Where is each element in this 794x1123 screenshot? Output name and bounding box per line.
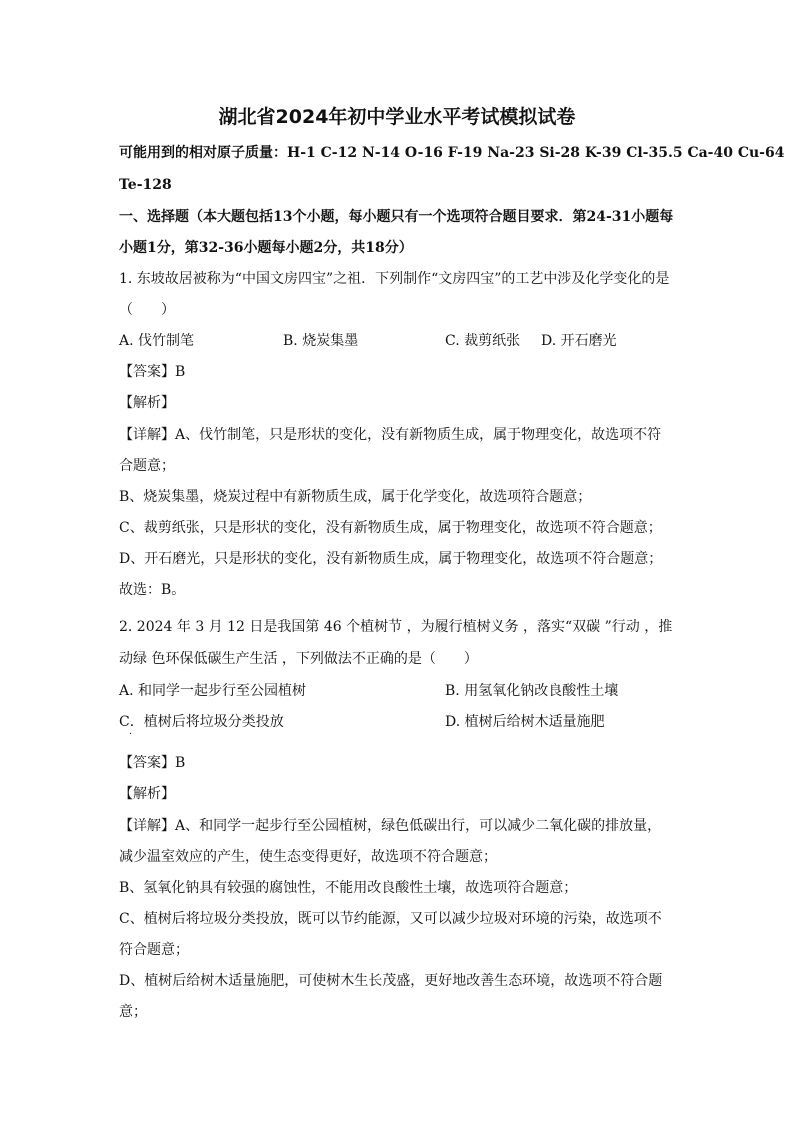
- stray-mark: ·: [129, 729, 133, 740]
- q1-option-c: C. 裁剪纸张: [445, 333, 521, 349]
- q2-detail-line-3: B、氢氧化钠具有较强的腐蚀性，不能用改良酸性土壤，故选项符合题意；: [119, 880, 578, 896]
- q1-option-d: D. 开石磨光: [541, 333, 617, 349]
- q1-detail-line-5: D、开石磨光，只是形状的变化，没有新物质生成，属于物理变化，故选项不符合题意；: [119, 551, 663, 567]
- q1-detail-line-2: 合题意；: [119, 458, 175, 474]
- q2-option-b: B. 用氢氧化钠改良酸性土壤: [445, 683, 619, 699]
- q2-analysis-label: 【解析】: [119, 786, 175, 802]
- atomic-masses-line-2: Te-128: [119, 177, 172, 193]
- q2-answer: 【答案】B: [119, 755, 186, 771]
- q1-analysis-label: 【解析】: [119, 395, 175, 411]
- q1-option-b: B. 烧炭集墨: [283, 333, 359, 349]
- page-title: 湖北省2024年初中学业水平考试模拟试卷: [218, 106, 576, 128]
- q1-option-a: A. 伐竹制笔: [119, 333, 195, 349]
- section-heading-line-2: 小题1分，第32-36小题每小题2分，共18分）: [119, 240, 413, 256]
- section-heading-line-1: 一、选择题（本大题包括13个小题，每小题只有一个选项符合题目要求．第24-31小题每: [119, 209, 674, 225]
- q2-detail-line-2: 减少温室效应的产生，使生态变得更好，故选项不符合题意；: [119, 849, 497, 865]
- q2-option-d: D. 植树后给树木适量施肥: [445, 714, 605, 730]
- q1-stem-line-1: 1. 东坡故居被称为“中国文房四宝”之祖．下列制作“文房四宝”的工艺中涉及化学变化的是: [119, 271, 670, 287]
- q1-detail-line-6: 故选：B。: [119, 582, 186, 598]
- q1-detail-line-4: C、裁剪纸张，只是形状的变化，没有新物质生成，属于物理变化，故选项不符合题意；: [119, 520, 662, 536]
- q2-detail-line-4: C、植树后将垃圾分类投放，既可以节约能源，又可以减少垃圾对环境的污染，故选项不: [119, 911, 662, 927]
- q2-option-a: A. 和同学一起步行至公园植树: [119, 683, 307, 699]
- q2-stem-line-1: 2. 2024 年 3 月 12 日是我国第 46 个植树节 ，为履行植树义务 ，落实“双碳 ”行动 ，推: [119, 619, 673, 635]
- q2-detail-line-7: 意；: [119, 1004, 147, 1020]
- atomic-masses-line-1: 可能用到的相对原子质量：H-1 C-12 N-14 O-16 F-19 Na-23 Si-28 K-39 Cl-35.5 Ca-40 Cu-64: [119, 145, 785, 161]
- q2-stem-line-2: 动绿 色环保低碳生产生活 ，下列做法不正确的是（ ）: [119, 651, 478, 667]
- q1-stem-line-2: （ ）: [119, 302, 175, 318]
- q2-detail-line-1: 【详解】A、和同学一起步行至公园植树，绿色低碳出行，可以减少二氧化碳的排放量，: [119, 818, 662, 834]
- q1-answer: 【答案】B: [119, 364, 186, 380]
- q2-detail-line-6: D、植树后给树木适量施肥，可使树木生长茂盛，更好地改善生态环境，故选项不符合题: [119, 973, 663, 989]
- q1-detail-line-1: 【详解】A、伐竹制笔，只是形状的变化，没有新物质生成，属于物理变化，故选项不符: [119, 427, 662, 443]
- q2-detail-line-5: 符合题意；: [119, 942, 189, 958]
- q1-detail-line-3: B、烧炭集墨，烧炭过程中有新物质生成，属于化学变化，故选项符合题意；: [119, 489, 592, 505]
- q2-option-c: C．植树后将垃圾分类投放: [119, 714, 284, 730]
